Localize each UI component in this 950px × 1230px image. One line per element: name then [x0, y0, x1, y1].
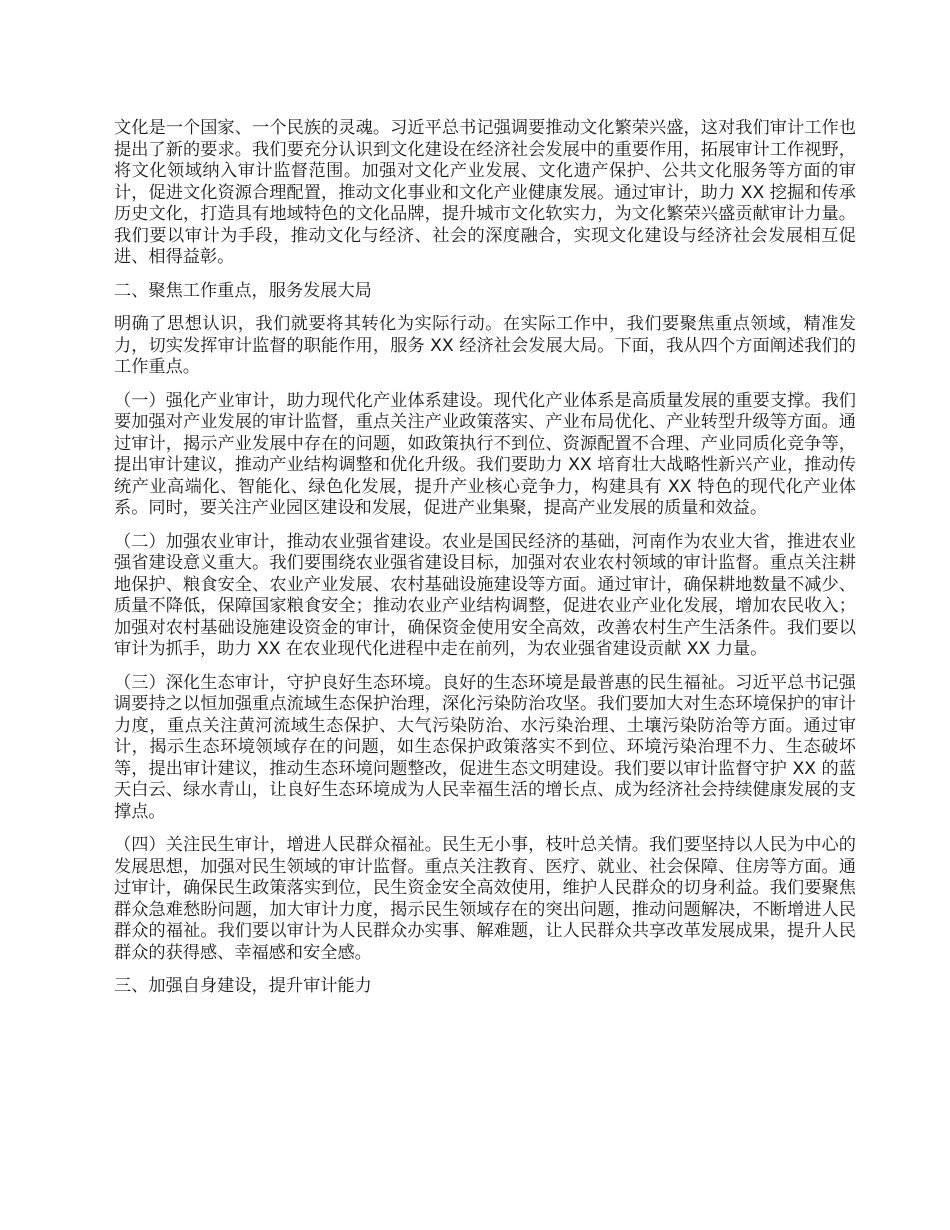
paragraph-livelihood-audit: （四）关注民生审计，增进人民群众福祉。民生无小事，枝叶总关情。我们要坚持以人民为中心的发展思想，加强对民生领域的审计监督。重点关注教育、医疗、就业、社会保障、住房等方面。通过审计，确保民生政策落实到位，民生资金安全高效使用，维护人民群众的切身利益。我们要聚焦群众急难愁盼问题，加大审计力度，揭示民生领域存在的突出问题，推动问题解决，不断增进人民群众的福祉。我们要以审计为人民群众办实事、解难题，让人民群众共享改革发展成果，提升人民群众的获得感、幸福感和安全感。 [114, 835, 856, 963]
section-heading-3: 三、加强自身建设，提升审计能力 [114, 976, 372, 996]
paragraph-agriculture-audit: （二）加强农业审计，推动农业强省建设。农业是国民经济的基础，河南作为农业大省，推进农业强省建设意义重大。我们要围绕农业强省建设目标，加强对农业农村领域的审计监督。重点关注耕地保护、粮食安全、农业产业发展、农村基础设施建设等方面。通过审计，确保耕地数量不减少、质量不降低，保障国家粮食安全；推动农业产业结构调整，促进农业产业化发展，增加农民收入；加强对农村基础设施建设资金的审计，确保资金使用安全高效，改善农村生产生活条件。我们要以审计为抓手，助力 XX 在农业现代化进程中走在前列，为农业强省建设贡献 XX 力量。 [114, 531, 856, 659]
paragraph-ecology-audit: （三）深化生态审计，守护良好生态环境。良好的生态环境是最普惠的民生福祉。习近平总书记强调要持之以恒加强重点流域生态保护治理，深化污染防治攻坚。我们要加大对生态环境保护的审计力度，重点关注黄河流域生态保护、大气污染防治、水污染治理、土壤污染防治等方面。通过审计，揭示生态环境领域存在的问题，如生态保护政策落实不到位、环境污染治理不力、生态破坏等，提出审计建议，推动生态环境问题整改，促进生态文明建设。我们要以审计监督守护 XX 的蓝天白云、绿水青山，让良好生态环境成为人民幸福生活的增长点、成为经济社会持续健康发展的支撑点。 [114, 672, 856, 822]
paragraph-industry-audit: （一）强化产业审计，助力现代化产业体系建设。现代化产业体系是高质量发展的重要支撑。我们要加强对产业发展的审计监督，重点关注产业政策落实、产业布局优化、产业转型升级等方面。通过审计，揭示产业发展中存在的问题，如政策执行不到位、资源配置不合理、产业同质化竞争等，提出审计建议，推动产业结构调整和优化升级。我们要助力 XX 培育壮大战略性新兴产业，推动传统产业高端化、智能化、绿色化发展，提升产业核心竞争力，构建具有 XX 特色的现代化产业体系。同时，要关注产业园区建设和发展，促进产业集聚，提高产业发展的质量和效益。 [114, 390, 856, 518]
section-heading-2: 二、聚焦工作重点，服务发展大局 [114, 280, 372, 301]
paragraph-culture: 文化是一个国家、一个民族的灵魂。习近平总书记强调要推动文化繁荣兴盛，这对我们审计工作也提出了新的要求。我们要充分认识到文化建设在经济社会发展中的重要作用，拓展审计工作视野，将文化领域纳入审计监督范围。加强对文化产业发展、文化遗产保护、公共文化服务等方面的审计，促进文化资源合理配置，推动文化事业和文化产业健康发展。通过审计，助力 XX 挖掘和传承历史文化，打造具有地域特色的文化品牌，提升城市文化软实力，为文化繁荣兴盛贡献审计力量。我们要以审计为手段，推动文化与经济、社会的深度融合，实现文化建设与经济社会发展相互促进、相得益彰。 [114, 118, 856, 267]
document-page [114, 118, 856, 1010]
paragraph-intro-focus: 明确了思想认识，我们就要将其转化为实际行动。在实际工作中，我们要聚焦重点领域，精准发力，切实发挥审计监督的职能作用，服务 XX 经济社会发展大局。下面，我从四个方面阐述我们的工作重点。 [114, 314, 856, 377]
